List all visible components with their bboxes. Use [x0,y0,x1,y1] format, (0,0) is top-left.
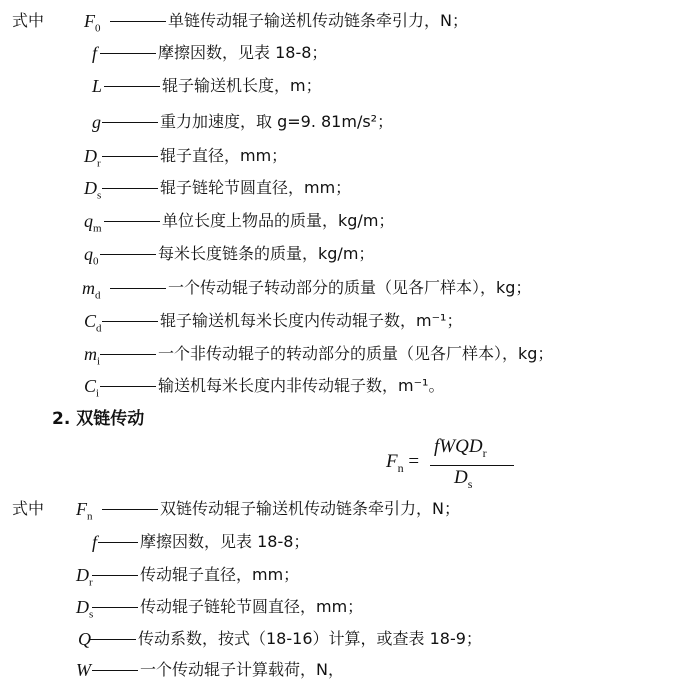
section2-lead: 式中 [12,499,45,518]
definition: 传动系数，按式（18-16）计算，或查表 18-9； [88,624,482,654]
formula-lhs: $F_n$ = [386,451,420,475]
definition: 辊子直径，mm； [100,141,287,171]
definition: 传动辊子直径，mm； [90,560,299,590]
section1-lead: 式中 [12,11,45,30]
symbol: $F_n$ [76,499,93,523]
definition: 单链传动辊子输送机传动链条牵引力，N； [108,6,468,36]
section-heading: 2. 双链传动 [52,409,145,429]
symbol: $C_d$ [84,311,102,335]
symbol: Q [78,629,91,649]
symbol: f [92,532,98,552]
symbol: $m_i$ [84,344,101,368]
definition: 一个传动辊子计算载荷，N， [90,655,344,685]
definition: 辊子链轮节圆直径，mm； [100,173,351,203]
symbol: $q_0$ [84,244,99,268]
symbol: $C_i$ [84,376,100,400]
symbol: L [92,76,103,96]
definition: 摩擦因数，见表 18-8； [98,38,327,68]
definition: 一个非传动辊子的转动部分的质量（见各厂样本），kg； [98,339,553,369]
symbol: g [92,112,101,132]
symbol: f [92,43,98,63]
fraction-bar [430,465,514,466]
definition: 一个传动辊子转动部分的质量（见各厂样本），kg； [108,273,531,303]
formula-numerator: fWQD$_r$ [434,436,487,460]
symbol: $q_m$ [84,211,102,235]
definition: 重力加速度，取 g=9. 81m/s²； [100,107,393,137]
definition: 每米长度链条的质量，kg/m； [98,239,374,269]
symbol: $D_r$ [84,146,101,170]
definition: 摩擦因数，见表 18-8； [96,527,309,557]
definition: 双链传动辊子输送机传动链条牵引力，N； [100,494,460,524]
symbol: $D_r$ [76,565,93,589]
symbol: $D_s$ [76,597,94,621]
definition: 辊子输送机长度，m； [102,71,322,101]
definition: 传动辊子链轮节圆直径，mm； [90,592,363,622]
definition: 辊子输送机每米长度内传动辊子数，m⁻¹； [100,306,462,336]
definition: 输送机每米长度内非传动辊子数，m⁻¹。 [98,371,444,401]
definition: 单位长度上物品的质量，kg/m； [102,206,394,236]
symbol: $m_d$ [82,278,101,302]
symbol: $D_s$ [84,178,102,202]
formula-denominator: $D_s$ [454,467,473,491]
symbol: W [76,660,91,680]
symbol: $F_0$ [84,11,101,35]
